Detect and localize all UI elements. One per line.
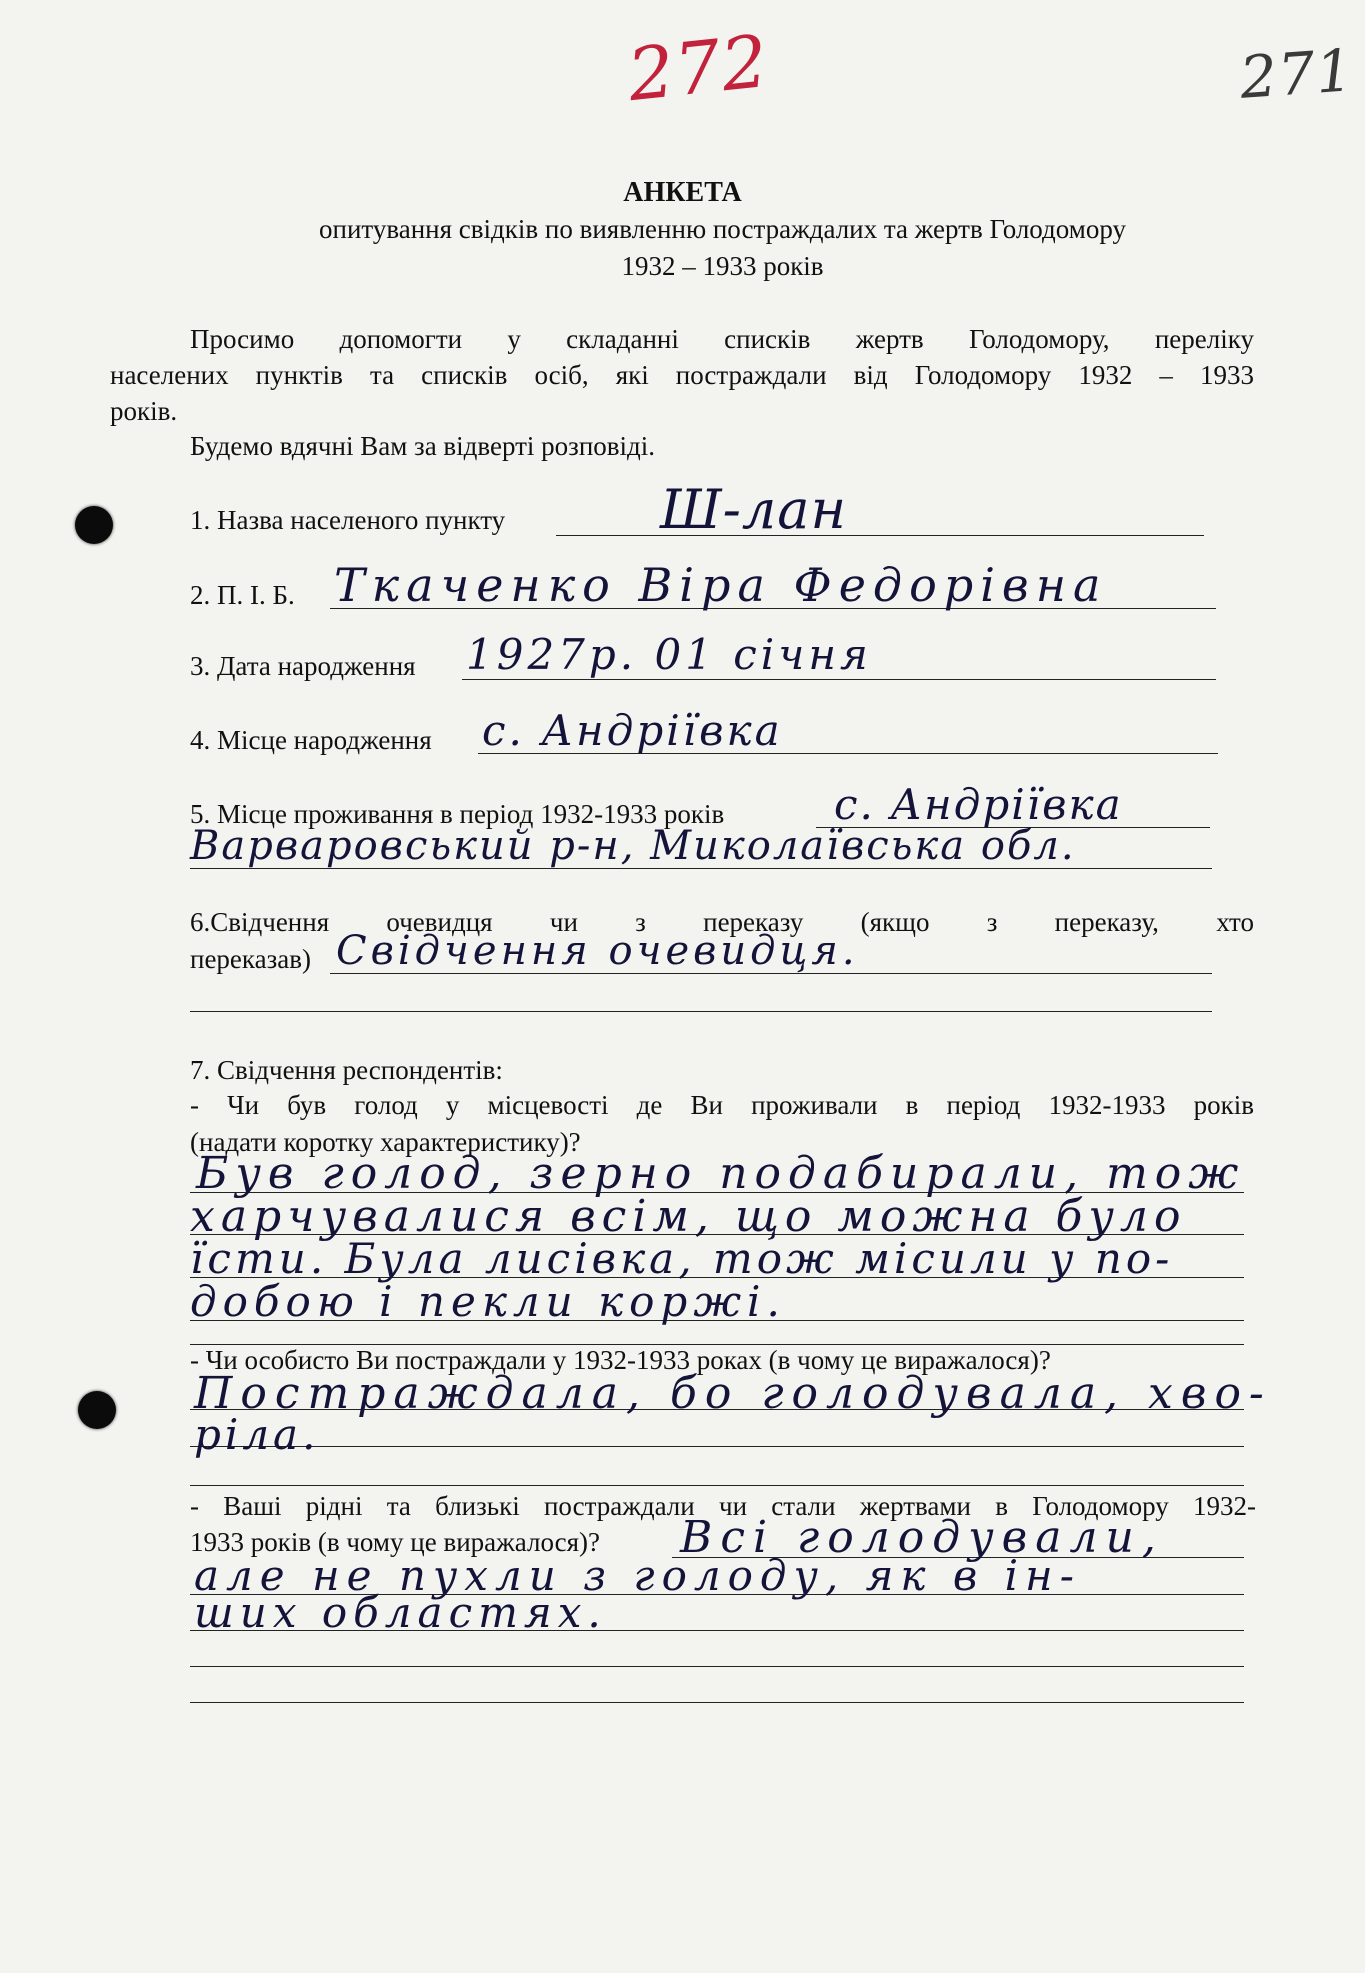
q3-answer-underline-5 — [190, 1702, 1244, 1703]
sheet-number-pencil: 271 — [1237, 36, 1356, 112]
punch-hole-bottom — [78, 1391, 116, 1429]
q2-answer-line-1: Постраждала, бо голодувала, хво- — [194, 1368, 1272, 1419]
field-birth-place-label: 4. Місце народження — [190, 725, 432, 755]
q1-answer-line-3: їсти. Була лисівка, тож місили у по- — [190, 1234, 1174, 1283]
field-birth-date-label: 3. Дата народження — [190, 651, 416, 681]
field-settlement-label: 1. Назва населеного пункту — [190, 505, 506, 535]
field-testimony-value: Свідчення очевидця. — [336, 928, 859, 974]
page-subtitle: опитування свідків по виявленню постраждалих та жертв Голодомору — [319, 214, 1126, 244]
q2-answer-line-2: ріла. — [194, 1410, 320, 1459]
punch-hole-top — [75, 506, 113, 544]
q2-answer-underline-2 — [190, 1446, 1244, 1447]
field-residence-label: 5. Місце проживання в період 1932-1933 років — [190, 799, 725, 829]
q1-answer-line-1: Був голод, зерно подабирали, тож — [196, 1148, 1246, 1199]
q3-line-1: - Ваші рідні та близькі постраждали чи стали жертвами в Голодомору 1932- — [190, 1491, 1256, 1521]
page-title: АНКЕТА — [623, 177, 742, 208]
q3-answer-line-1: Всі голодували, — [680, 1512, 1164, 1563]
intro-thanks: Будемо вдячні Вам за відверті розповіді. — [190, 431, 656, 461]
respondents-heading: 7. Свідчення респондентів: — [190, 1055, 503, 1085]
q2-question: - Чи особисто Ви постраждали у 1932-1933 роках (в чому це виражалося)? — [190, 1345, 1051, 1375]
q3-answer-line-2: але не пухли з голоду, як в ін- — [194, 1551, 1081, 1600]
intro-line-3: років. — [110, 396, 178, 426]
field-settlement-value: Ш-лан — [660, 478, 848, 541]
page-years: 1932 – 1933 років — [621, 251, 824, 281]
field-testimony-label-2: переказав) — [190, 944, 311, 974]
field-testimony-label-1: 6.Свідчення очевидця чи з переказу (якщо з переказу, хто — [190, 907, 1254, 937]
q1-line-1: - Чи був голод у місцевості де Ви проживали в період 1932-1933 років — [190, 1090, 1254, 1120]
field-birth-place-value: с. Андріївка — [482, 706, 783, 755]
field-residence-value-1: с. Андріївка — [834, 780, 1123, 829]
field-settlement-underline — [556, 535, 1204, 536]
field-name-label: 2. П. І. Б. — [190, 580, 295, 610]
intro-line-1: Просимо допомогти у складанні списків жертв Голодомору, переліку — [190, 324, 1254, 354]
field-name-value: Ткаченко Віра Федорівна — [334, 558, 1108, 612]
q1-answer-line-2: харчувалися всім, що можна було — [190, 1191, 1187, 1242]
q3-answer-underline-4 — [190, 1666, 1244, 1667]
q3-line-2: 1933 років (в чому це виражалося)? — [190, 1527, 601, 1557]
q3-answer-line-3: ших областях. — [194, 1588, 607, 1637]
sheet-number-red: 272 — [623, 18, 773, 118]
q1-line-2: (надати коротку характеристику)? — [190, 1127, 581, 1157]
field-birth-date-underline — [462, 679, 1216, 680]
q2-answer-underline-3 — [190, 1485, 1244, 1486]
field-residence-value-2: Варваровський р-н, Миколаївська обл. — [190, 823, 1076, 869]
q1-answer-line-4: добою і пекли коржі. — [190, 1277, 786, 1326]
field-birth-date-value: 1927р. 01 січня — [466, 630, 872, 679]
field-testimony-underline-2 — [190, 1011, 1212, 1012]
intro-line-2: населених пунктів та списків осіб, які постраждали від Голодомору 1932 – 1933 — [110, 360, 1254, 390]
